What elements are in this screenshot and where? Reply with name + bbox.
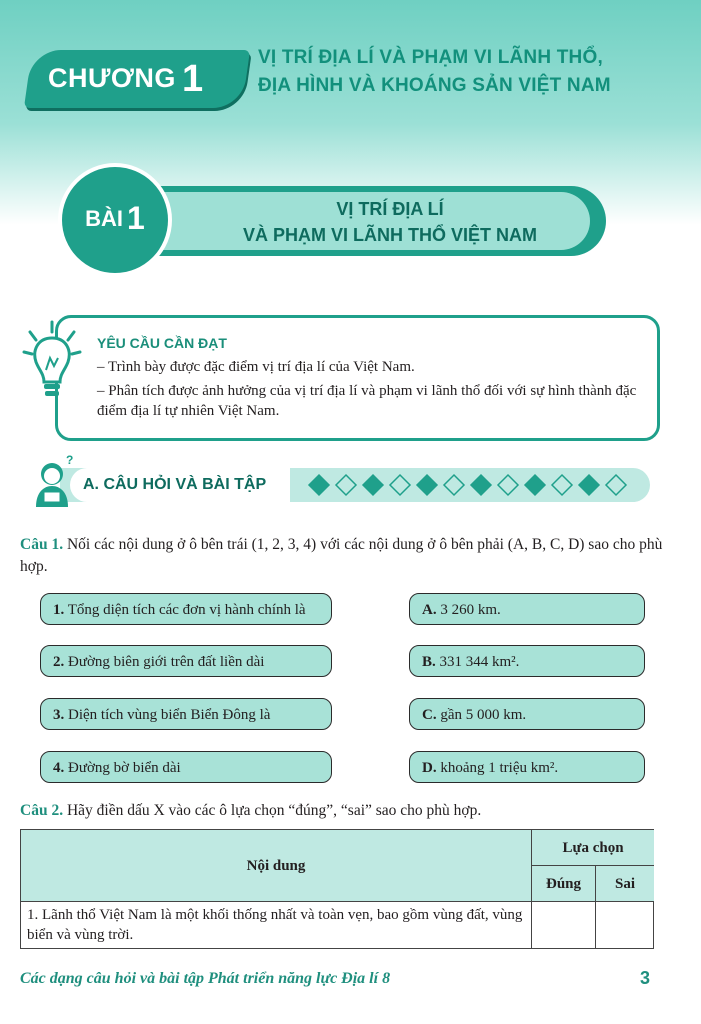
answer-table [20, 829, 654, 949]
match-right-option[interactable] [409, 698, 645, 730]
chapter-label [48, 58, 204, 101]
requirements-title: YÊU CẦU CẦN ĐẠT [97, 335, 227, 351]
svg-text:?: ? [66, 453, 74, 467]
answer-cell-false[interactable] [596, 902, 654, 948]
table-header-false: Sai [596, 866, 654, 902]
question-2-label: Câu 2. [20, 802, 64, 819]
option-text: Diện tích vùng biển Biển Đông là [64, 707, 271, 723]
option-key: C. [422, 707, 437, 723]
question-1-label: Câu 1. [20, 536, 64, 553]
chapter-title-line1: VỊ TRÍ ĐỊA LÍ VÀ PHẠM VI LÃNH THỔ, [258, 47, 603, 68]
option-text: gần 5 000 km. [436, 707, 527, 723]
requirement-item: – Phân tích được ảnh hưởng của vị trí địa lí và phạm vi lãnh thổ đối với sự hình thành đặc điểm địa lí tự nhiên Việt Nam. [97, 383, 637, 419]
section-title: A. CÂU HỎI VÀ BÀI TẬP [83, 476, 267, 493]
option-text: khoảng 1 triệu km². [436, 760, 559, 776]
option-key: A. [422, 602, 437, 618]
match-left-option[interactable] [40, 593, 332, 625]
option-text: 331 344 km². [435, 654, 520, 670]
option-text: Tổng diện tích các đơn vị hành chính là [64, 602, 306, 618]
option-key: 2. [53, 654, 65, 670]
table-header-content: Nội dung [21, 830, 532, 902]
chapter-title [258, 44, 678, 100]
match-right-option[interactable] [409, 593, 645, 625]
lesson-label [62, 200, 168, 237]
option-key: 4. [53, 760, 65, 776]
lesson-title [210, 196, 570, 248]
question-1-body: Nối các nội dung ở ô bên trái (1, 2, 3, 4) với các nội dung ở ô bên phải (A, B, C, D) sao cho phù hợp. [20, 536, 663, 575]
lesson-number: 1 [127, 200, 145, 236]
requirements-box [55, 315, 660, 441]
chapter-title-line2: ĐỊA HÌNH VÀ KHOÁNG SẢN VIỆT NAM [258, 75, 611, 96]
footer-book-title: Các dạng câu hỏi và bài tập Phát triển năng lực Địa lí 8 [20, 970, 391, 987]
answer-cell-true[interactable] [532, 902, 596, 948]
diamond-decoration [307, 473, 637, 497]
table-row-content: 1. Lãnh thổ Việt Nam là một khối thống nhất và toàn vẹn, bao gồm vùng đất, vùng biển và vùng trời. [21, 902, 532, 948]
chapter-number: 1 [181, 58, 204, 100]
lesson-label-text: BÀI [85, 206, 124, 231]
requirement-item: – Trình bày được đặc điểm vị trí địa lí của Việt Nam. [97, 359, 415, 375]
match-left-option[interactable] [40, 645, 332, 677]
question-2-text [20, 800, 682, 822]
lesson-title-line2: VÀ PHẠM VI LÃNH THỔ VIỆT NAM [242, 225, 537, 245]
chapter-label-text: CHƯƠNG [48, 63, 176, 93]
match-right-option[interactable] [409, 645, 645, 677]
lesson-title-line1: VỊ TRÍ ĐỊA LÍ [336, 199, 444, 219]
option-key: 1. [53, 602, 65, 618]
light-bulb-icon [22, 320, 82, 410]
student-icon [30, 452, 80, 507]
option-key: B. [422, 654, 436, 670]
table-header-true: Đúng [532, 866, 596, 902]
question-1-text [20, 534, 682, 578]
match-left-option[interactable] [40, 751, 332, 783]
page-number: 3 [640, 968, 651, 988]
option-key: D. [422, 760, 437, 776]
table-header-choice: Lựa chọn [532, 830, 654, 866]
option-text: Đường biên giới trên đất liền dài [64, 654, 265, 670]
option-text: 3 260 km. [436, 602, 501, 618]
question-2-body: Hãy điền dấu X vào các ô lựa chọn “đúng”, “sai” sao cho phù hợp. [63, 802, 482, 819]
match-left-option[interactable] [40, 698, 332, 730]
match-right-option[interactable] [409, 751, 645, 783]
option-key: 3. [53, 707, 65, 723]
option-text: Đường bờ biển dài [64, 760, 181, 776]
